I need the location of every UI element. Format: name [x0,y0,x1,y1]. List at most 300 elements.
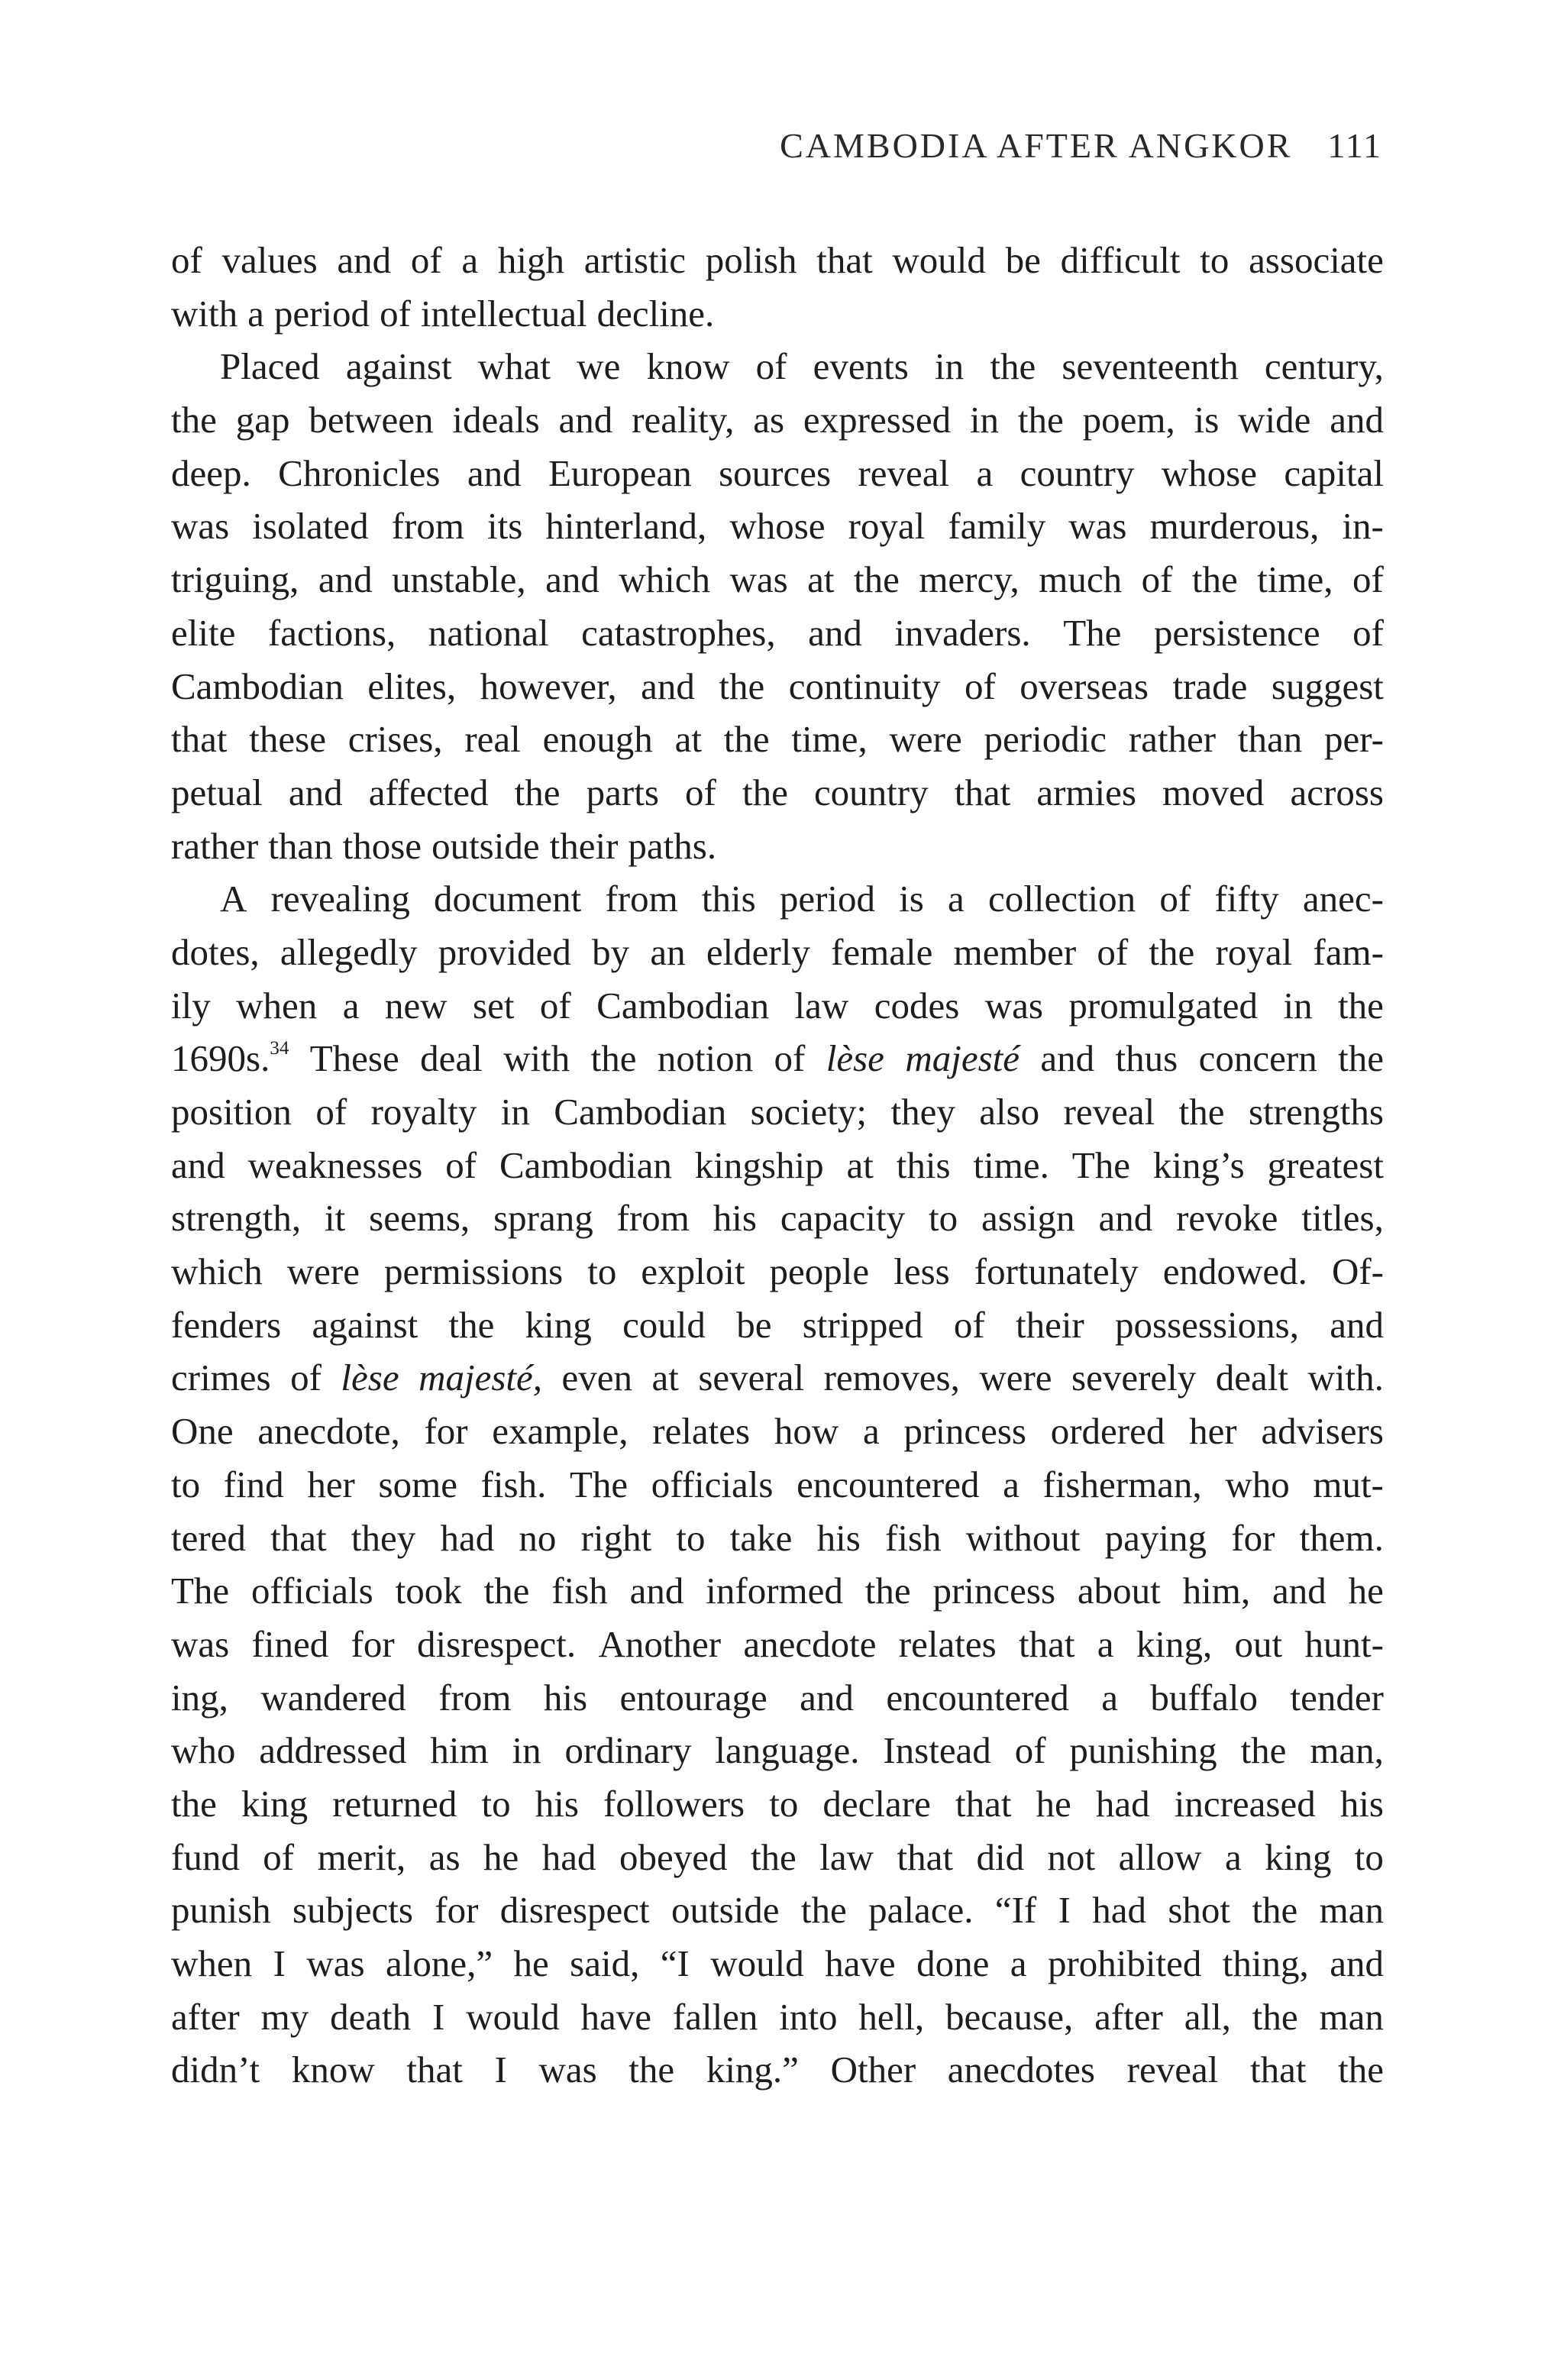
word: and [808,611,862,654]
text-line [171,1139,1384,1192]
word: anecdotes [947,2049,1095,2091]
word: had [1092,1889,1146,1932]
word: collection [987,878,1136,920]
text-line [171,1298,1384,1352]
word: have [825,1942,896,1984]
word: assign [981,1197,1075,1240]
word: of [1141,558,1173,601]
text-line [171,820,1384,873]
word: lèse [341,1357,399,1399]
word: a [461,239,479,281]
word: increased [1174,1782,1316,1825]
word: and [629,1570,684,1612]
word: her [1189,1410,1237,1453]
word: which [619,558,711,601]
word: I [432,1995,445,2038]
word: anecdote, [257,1410,400,1453]
word: those [342,824,422,867]
word: set [473,984,515,1027]
word: from [438,1676,512,1719]
word: was [306,1942,365,1984]
word: capacity [780,1197,906,1240]
word: it [325,1197,346,1240]
text-line [171,1351,1384,1405]
word: right [580,1516,652,1559]
word: obeyed [619,1835,728,1878]
word: didn’t [171,2049,260,2091]
word: The [1071,1143,1130,1186]
word: parts [586,771,659,813]
word: disrespect [499,1889,650,1932]
word: overseas [1020,665,1149,707]
word: fish. [480,1463,547,1505]
word: One [171,1410,234,1453]
word: have [580,1995,652,2038]
word: and [1040,1037,1095,1080]
word: of [380,292,411,335]
text-line [171,1192,1384,1245]
word: and [1330,399,1384,441]
text-line [171,1884,1384,1937]
word: in [500,1091,530,1133]
word: gap [235,399,290,441]
word: would [892,239,986,281]
word: thing, [1222,1942,1309,1984]
word: after [1094,1995,1163,2038]
word: relates [898,1622,997,1665]
word: no [519,1516,557,1559]
word: without [965,1516,1081,1559]
word: poem, [1082,399,1175,441]
word: fined [251,1622,329,1665]
text-line [171,553,1384,606]
word: enough [542,718,653,761]
word: was [171,1622,230,1665]
word: be [736,1303,772,1346]
word: artistic [583,239,687,281]
word: its [487,505,523,548]
word: that [406,2049,463,2091]
word: a [1097,1622,1114,1665]
word: an [650,930,686,973]
word: a [247,292,264,335]
word: informed [706,1570,843,1612]
word: strength, [171,1197,302,1240]
word: reality, [632,399,735,441]
word: revoke [1176,1197,1278,1240]
word: I [273,1942,286,1984]
word: whose [729,505,826,548]
word: mut- [1313,1463,1384,1505]
word: king, [1136,1622,1213,1665]
word: of [685,771,716,813]
word: majesté, [418,1357,543,1399]
word: reveal [858,451,950,494]
word: continuity [788,665,941,707]
word: after [171,1995,240,2038]
word: these [249,718,326,761]
word: against [312,1303,418,1346]
word: of [410,239,442,281]
word: the [742,771,788,813]
word: time. [973,1143,1049,1186]
word: were [889,718,962,761]
word: encountered [797,1463,980,1505]
word: subjects [292,1889,413,1932]
word: kingship [694,1143,824,1186]
word: from [616,1197,690,1240]
word: persistence [1153,611,1320,654]
word: officials [651,1463,774,1505]
word: These [309,1037,399,1080]
word: of [755,345,787,388]
word: member [953,930,1077,973]
word: I [494,2049,507,2091]
word: The [171,1570,230,1612]
word: The [1063,611,1122,654]
word: the [171,1782,217,1825]
word: fund [171,1835,240,1878]
word: that [1249,2049,1307,2091]
text-line [171,926,1384,979]
word: a [976,451,994,494]
word: were [979,1357,1052,1399]
word: the [800,1889,847,1932]
word: stripped [802,1303,923,1346]
word: hunt- [1304,1622,1384,1665]
word: suggest [1271,665,1384,707]
word: that [954,771,1011,813]
word: fortunately [974,1250,1139,1293]
text-line [171,660,1384,713]
text-line [171,1777,1384,1831]
word: know [646,345,730,388]
word: greatest [1267,1143,1384,1186]
word: tered [171,1516,246,1559]
word: periodic [984,718,1107,761]
word: the [1191,558,1238,601]
word: Of- [1331,1250,1384,1293]
word: which [171,1250,263,1293]
word: he [513,1942,549,1984]
word: the [1149,930,1195,973]
word: with. [1307,1357,1384,1399]
word: buffalo [1150,1676,1259,1719]
word: shot [1168,1889,1231,1932]
word: ordinary [564,1729,692,1772]
word: armies [1036,771,1136,813]
text-line [171,1032,1384,1085]
word: alone,” [385,1942,493,1984]
word: promulgated [1068,984,1259,1027]
word: polish [705,239,797,281]
word: Another [598,1622,722,1665]
word: was [538,2049,597,2091]
word: said, [570,1942,640,1984]
word: even [561,1357,633,1399]
word: of [1352,611,1384,654]
word: for [435,1889,479,1932]
word: hell, [858,1995,925,2038]
word: returned [332,1782,457,1825]
word: removes, [823,1357,960,1399]
word: country [1020,451,1135,494]
word: thus [1115,1037,1178,1080]
word: document [434,878,582,920]
word: fish [885,1516,942,1559]
word: fallen [672,1995,758,2038]
word: he [1348,1570,1384,1612]
text-line [171,1671,1384,1725]
word: severely [1071,1357,1197,1399]
word: catastrophes, [581,611,776,654]
word: the [1338,984,1384,1027]
word: the [1338,2049,1384,2091]
word: A [220,878,247,920]
word: country [813,771,929,813]
word: much [1039,558,1123,601]
word: tender [1290,1676,1384,1719]
word: my [260,1995,309,2038]
word: possessions, [1115,1303,1299,1346]
word: this [896,1143,951,1186]
word: in [1283,984,1313,1027]
word: out [1234,1622,1283,1665]
word: allegedly [280,930,418,973]
word: weaknesses [247,1143,423,1186]
word: that [816,239,873,281]
word: position [171,1091,292,1133]
word: the [514,771,561,813]
word: codes [874,984,960,1027]
word: this [701,878,756,920]
word: man [1319,1995,1384,2038]
word: sources [719,451,832,494]
word: to [481,1782,511,1825]
word: and [171,1143,225,1186]
word: paths. [628,824,717,867]
word: to [676,1516,706,1559]
word: rather [1128,718,1217,761]
text-line [171,606,1384,660]
word: royalty [370,1091,477,1133]
word: find [223,1463,284,1505]
word: the [723,718,770,761]
word: petual [171,771,263,813]
word: “I [660,1942,690,1984]
word: real [464,718,521,761]
word: the [629,2049,675,2091]
word: per- [1324,718,1384,761]
word: his [816,1516,861,1559]
word: Cambodian [499,1143,672,1186]
word: done [916,1942,990,1984]
word: of [445,1143,477,1186]
word: did [976,1835,1025,1878]
word: and [318,558,373,601]
word: was [1068,505,1127,548]
word: a [1003,1463,1020,1505]
text-line [171,1085,1384,1139]
word: a [1010,1942,1027,1984]
word: for [1231,1516,1275,1559]
word: the [1240,1729,1287,1772]
word: Cambodian [554,1091,727,1133]
text-line [171,1512,1384,1565]
word: whose [1161,451,1257,494]
word: was [171,505,230,548]
word: high [497,239,564,281]
word: be [1005,239,1041,281]
text-line [171,1831,1384,1884]
word: deal [420,1037,483,1080]
word: triguing, [171,558,299,601]
word: less [893,1250,950,1293]
word: because, [945,1995,1074,2038]
word: elderly [706,930,810,973]
word: encountered [886,1676,1069,1719]
word: between [309,399,434,441]
word: and [1330,1303,1384,1346]
word: how [774,1410,839,1453]
word: when [236,984,318,1027]
word: with [503,1037,570,1080]
word: in [512,1729,541,1772]
word: with [171,292,238,335]
word: wide [1238,399,1311,441]
text-line [171,1458,1384,1512]
word: concern [1198,1037,1317,1080]
word: a [948,878,965,920]
word: mercy, [919,558,1020,601]
word: of [539,984,571,1027]
word: declare [822,1782,931,1825]
word: death [330,1995,412,2038]
word: several [698,1357,805,1399]
footnote-marker: 34 [270,1038,289,1059]
word: associate [1249,239,1384,281]
word: at [807,558,835,601]
text-line [171,979,1384,1033]
word: king.” [706,2049,799,2091]
word: that [270,1516,327,1559]
word: and [641,665,695,707]
word: than [268,824,333,867]
word: language. [715,1729,860,1772]
word: to [1200,239,1230,281]
word: king [1265,1835,1332,1878]
word: the [1252,1889,1298,1932]
word: of [315,1091,347,1133]
word: endowed. [1162,1250,1307,1293]
word: ideals [452,399,540,441]
word: majesté [905,1037,1020,1080]
running-title: CAMBODIA AFTER ANGKOR [780,126,1293,165]
word: to [1354,1835,1384,1878]
word: fish [551,1570,608,1612]
word: factions, [267,611,396,654]
word: to [587,1250,617,1293]
word: dotes, [171,930,260,973]
text-line [171,287,1384,341]
word: time, [1257,558,1333,601]
word: period [779,878,876,920]
page-number: 111 [1327,126,1382,165]
word: seems, [369,1197,470,1240]
word: punish [171,1889,271,1932]
word: could [622,1303,706,1346]
word: and [1330,1942,1384,1984]
word: punishing [1069,1729,1217,1772]
word: Placed [220,345,320,388]
word: of [964,665,996,707]
word: outside [431,824,540,867]
word: anecdote [743,1622,877,1665]
word: a [1101,1676,1118,1719]
word: against [345,345,452,388]
word: of [774,1037,806,1080]
word: some [378,1463,457,1505]
word: across [1290,771,1384,813]
word: who [171,1729,236,1772]
word: seventeenth [1062,345,1239,388]
word: and [1098,1197,1153,1240]
word: took [395,1570,462,1612]
word: rather [171,824,259,867]
word: family [948,505,1046,548]
word: into [779,1995,838,2038]
word: Instead [883,1729,991,1772]
word: trade [1172,665,1248,707]
word: take [729,1516,793,1559]
word: decline. [596,292,715,335]
word: for [351,1622,395,1665]
word: at [846,1143,874,1186]
text-line [171,1564,1384,1618]
text-line [171,872,1384,926]
word: reveal [1126,2049,1219,2091]
word: at [651,1357,679,1399]
word: elite [171,611,236,654]
text-line [171,1724,1384,1777]
word: ing, [171,1676,228,1719]
word: had [1095,1782,1150,1825]
word: events [813,345,909,388]
word: the [750,1835,797,1878]
word: outside [671,1889,780,1932]
word: titles, [1301,1197,1384,1240]
word: “If [994,1889,1037,1932]
word: the [1252,1995,1298,2038]
word: exploit [641,1250,745,1293]
word: the [590,1037,637,1080]
word: example, [492,1410,629,1453]
word: society; [750,1091,868,1133]
word: anec- [1302,878,1384,920]
text-line [171,500,1384,553]
word: intellectual [420,292,587,335]
word: his [713,1197,757,1240]
word: is [1194,399,1220,441]
word: fifty [1214,878,1279,920]
word: they [351,1516,416,1559]
word: Cambodian [171,665,344,707]
word: by [592,930,630,973]
word: revealing [270,878,410,920]
word: law [819,1835,874,1878]
word: about [1077,1570,1161,1612]
word: wandered [260,1676,406,1719]
